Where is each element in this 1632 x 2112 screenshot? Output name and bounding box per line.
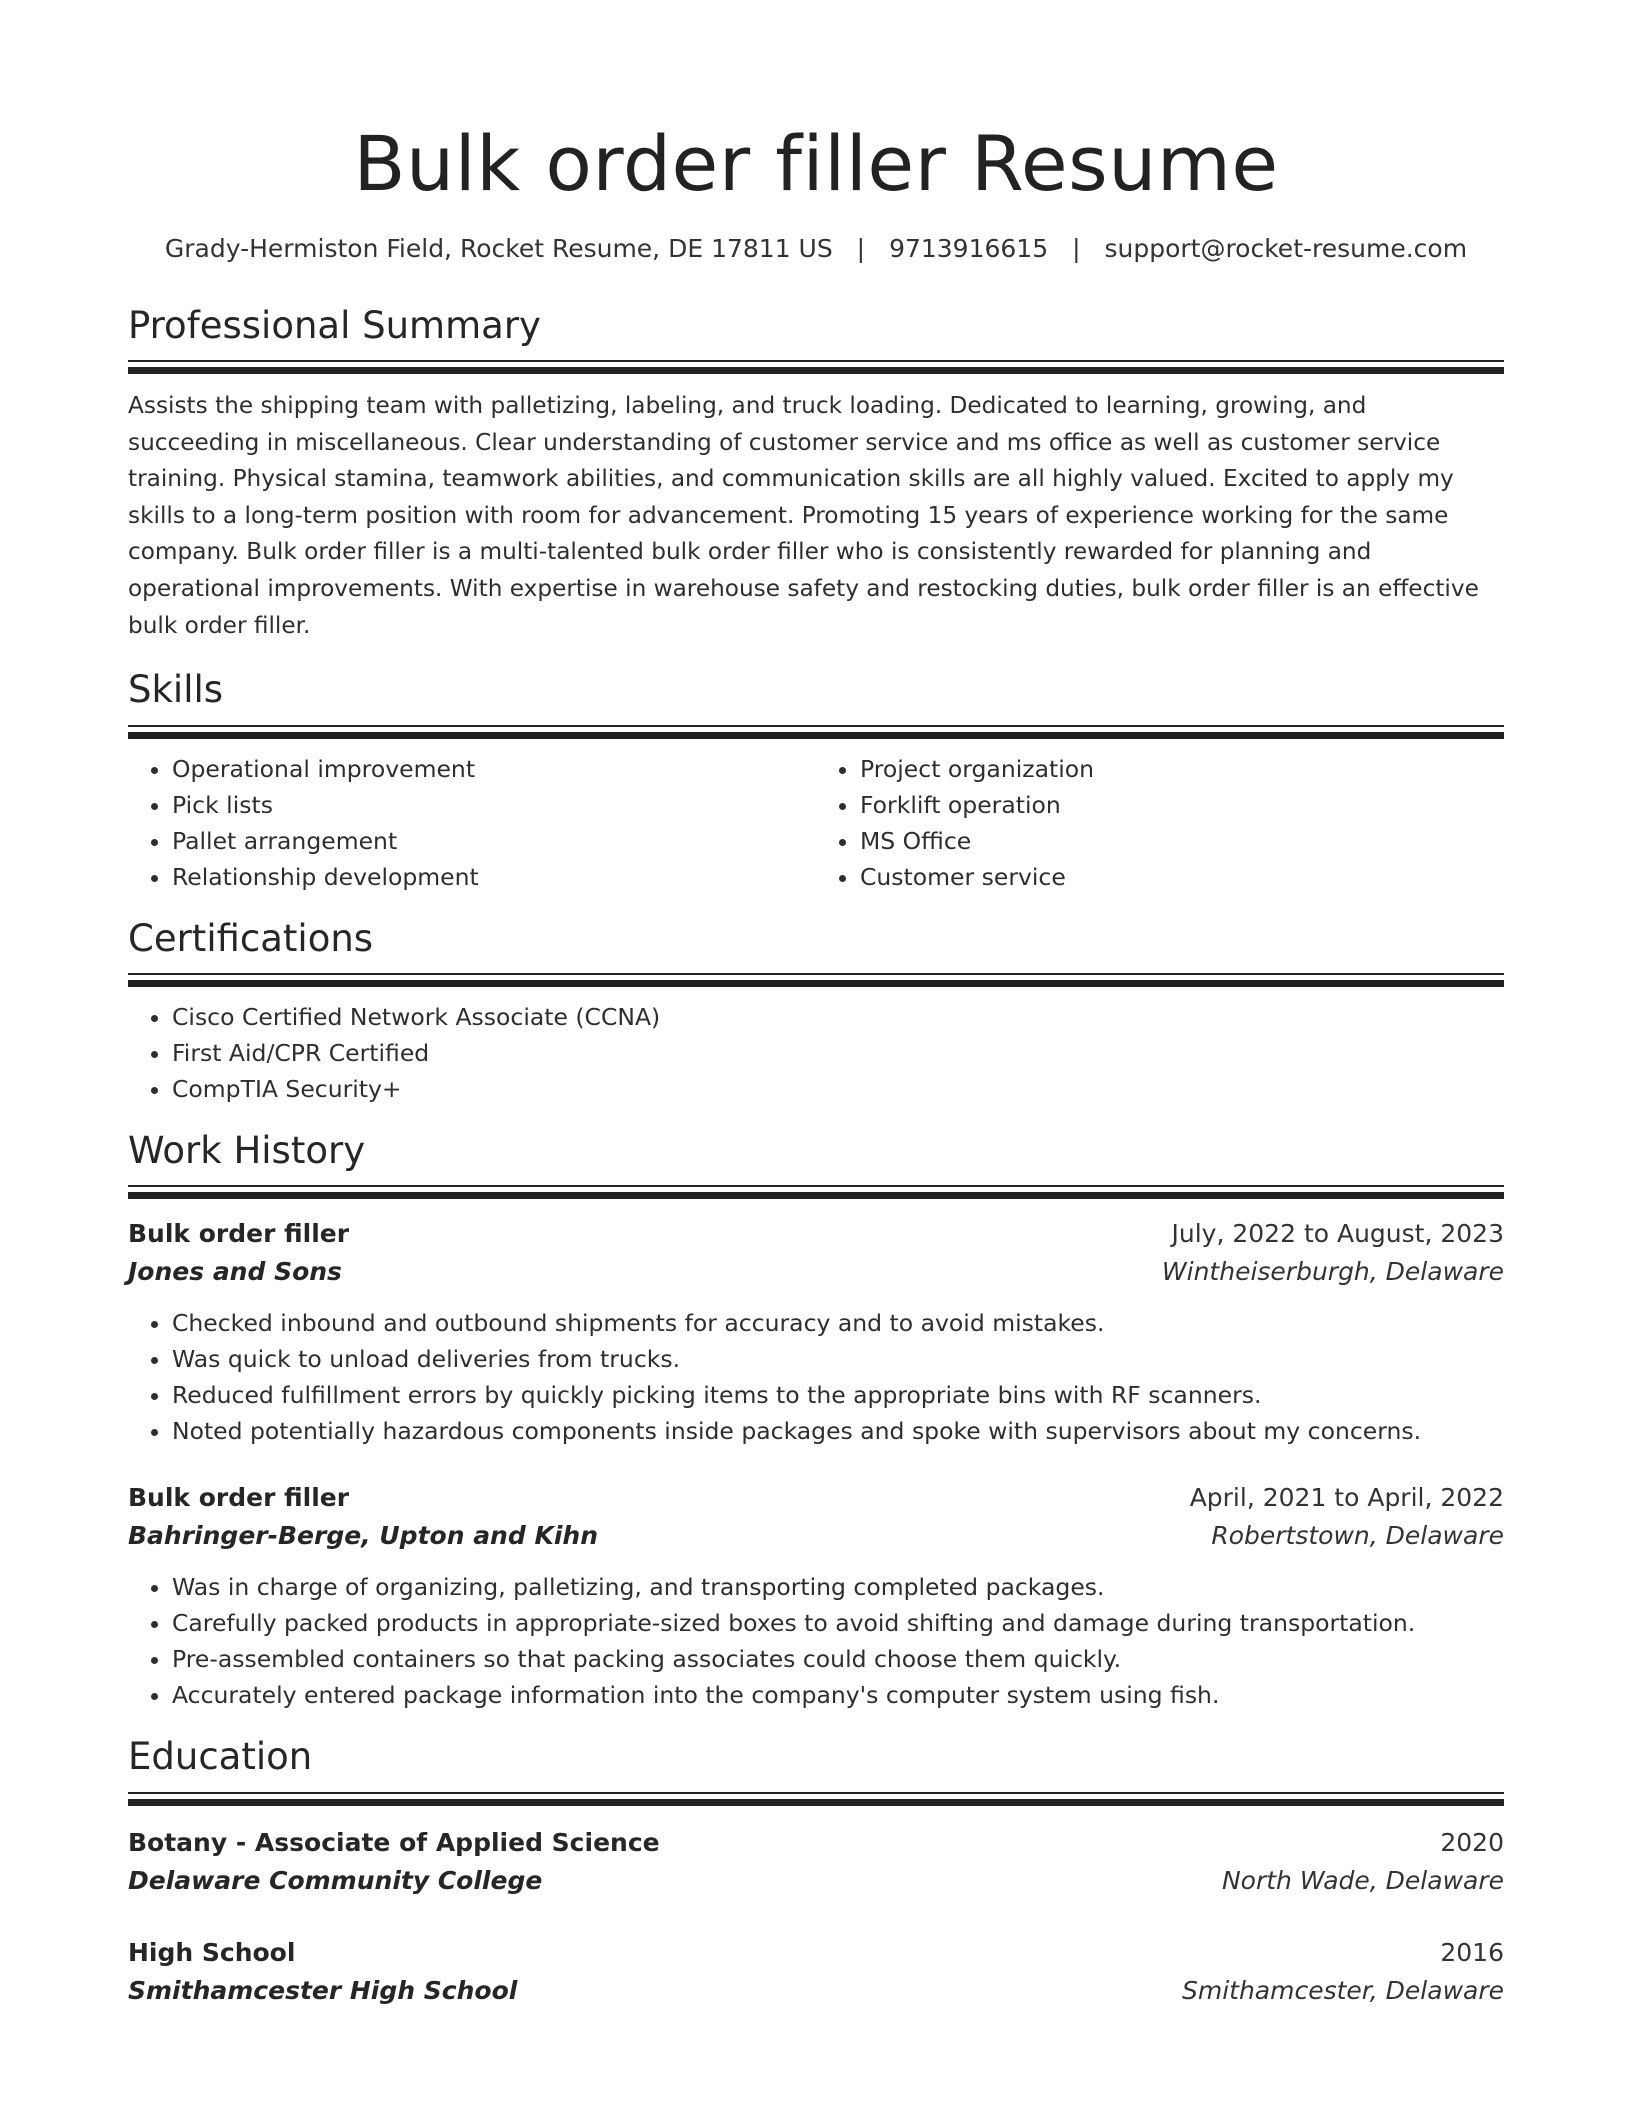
contact-phone: 9713916615 xyxy=(889,233,1049,263)
education-degree: High School xyxy=(128,1937,296,1967)
skill-item: • MS Office xyxy=(860,823,1504,859)
job-title: Bulk order filler xyxy=(128,1219,350,1249)
section-divider xyxy=(128,360,1504,374)
education-location: Smithamcester, Delaware xyxy=(1181,1975,1504,2005)
skill-item: • Pick lists xyxy=(172,787,816,823)
skill-item: • Pallet arrangement xyxy=(172,823,816,859)
skill-item: • Relationship development xyxy=(172,859,816,895)
certifications-heading: Certifications xyxy=(128,916,374,960)
section-divider xyxy=(128,1185,1504,1199)
job-company-row xyxy=(128,1517,1504,1555)
job-duty: • Noted potentially hazardous components inside packages and spoke with supervisors about my concerns. xyxy=(172,1413,1504,1449)
skills-right-column xyxy=(816,751,1504,895)
skills-section xyxy=(128,668,1504,894)
job-duty: • Accurately entered package information into the company's computer system using fish. xyxy=(172,1677,1504,1713)
section-divider xyxy=(128,973,1504,987)
education-section xyxy=(128,1735,1504,2009)
skills-grid xyxy=(128,751,1504,895)
skills-left-column xyxy=(128,751,816,895)
summary-heading: Professional Summary xyxy=(128,303,541,347)
contact-separator: | xyxy=(1072,233,1081,263)
job-entry xyxy=(128,1479,1504,1713)
education-school: Smithamcester High School xyxy=(128,1975,518,2005)
education-entry xyxy=(128,1934,1504,2010)
job-duty: • Checked inbound and outbound shipments for accuracy and to avoid mistakes. xyxy=(172,1305,1504,1341)
job-duties-list xyxy=(128,1305,1504,1449)
job-dates: April, 2021 to April, 2022 xyxy=(1189,1483,1504,1513)
job-duty: • Carefully packed products in appropriate-sized boxes to avoid shifting and damage during transportation. xyxy=(172,1605,1504,1641)
section-divider xyxy=(128,1792,1504,1806)
education-location: North Wade, Delaware xyxy=(1221,1865,1504,1895)
job-company: Bahringer-Berge, Upton and Kihn xyxy=(128,1521,598,1551)
skill-item: • Project organization xyxy=(860,751,1504,787)
job-location: Wintheiserburgh, Delaware xyxy=(1161,1257,1504,1287)
job-duty: • Was quick to unload deliveries from trucks. xyxy=(172,1341,1504,1377)
contact-email: support@rocket-resume.com xyxy=(1104,233,1468,263)
certification-item: • Cisco Certified Network Associate (CCNA) xyxy=(172,999,1504,1035)
job-duties-list xyxy=(128,1569,1504,1713)
work-history-heading: Work History xyxy=(128,1128,366,1172)
education-year: 2016 xyxy=(1440,1937,1504,1967)
summary-section xyxy=(128,304,1504,645)
education-school-row xyxy=(128,1972,1504,2010)
education-header-row xyxy=(128,1824,1504,1862)
education-year: 2020 xyxy=(1440,1827,1504,1857)
job-entry xyxy=(128,1215,1504,1449)
summary-text: Assists the shipping team with palletizing, labeling, and truck loading. Dedicated to learning, growing, and succeeding in miscellaneous. Clear understanding of customer service and ms office as well as customer service training. Physical stamina, teamwork abilities, and communication skills are all highly valued. Excited to apply my skills to a long-term position with room for advancement. Promoting 15 years of experience working for the same company. Bulk order filler is a multi-talented bulk order filler who is consistently rewarded for planning and operational improvements. With expertise in warehouse safety and restocking duties, bulk order filler is an effective bulk order filler. xyxy=(128,391,1479,639)
job-duty: • Reduced fulfillment errors by quickly picking items to the appropriate bins with RF scanners. xyxy=(172,1377,1504,1413)
job-dates: July, 2022 to August, 2023 xyxy=(1171,1219,1504,1249)
skills-heading: Skills xyxy=(128,668,224,712)
certification-item: • CompTIA Security+ xyxy=(172,1071,1504,1107)
contact-line xyxy=(128,234,1504,264)
skill-item: • Forklift operation xyxy=(860,787,1504,823)
resume-title: Bulk order filler Resume xyxy=(353,119,1279,208)
certifications-list xyxy=(128,999,1504,1107)
education-school: Delaware Community College xyxy=(128,1865,543,1895)
education-header-row xyxy=(128,1934,1504,1972)
certification-item: • First Aid/CPR Certified xyxy=(172,1035,1504,1071)
section-divider xyxy=(128,725,1504,739)
certifications-section xyxy=(128,917,1504,1107)
job-company: Jones and Sons xyxy=(128,1257,342,1287)
job-header-row xyxy=(128,1479,1504,1517)
education-school-row xyxy=(128,1862,1504,1900)
education-heading: Education xyxy=(128,1735,313,1779)
job-location: Robertstown, Delaware xyxy=(1211,1521,1504,1551)
job-title: Bulk order filler xyxy=(128,1483,350,1513)
job-company-row xyxy=(128,1253,1504,1291)
job-header-row xyxy=(128,1215,1504,1253)
education-degree: Botany - Associate of Applied Science xyxy=(128,1827,660,1857)
contact-address: Grady-Hermiston Field, Rocket Resume, DE 17811 US xyxy=(164,233,833,263)
contact-separator: | xyxy=(856,233,866,263)
work-history-section xyxy=(128,1129,1504,1713)
job-duty: • Was in charge of organizing, palletizing, and transporting completed packages. xyxy=(172,1569,1504,1605)
skill-item: • Operational improvement xyxy=(172,751,816,787)
education-entry xyxy=(128,1824,1504,1900)
skill-item: • Customer service xyxy=(860,859,1504,895)
job-duty: • Pre-assembled containers so that packing associates could choose them quickly. xyxy=(172,1641,1504,1677)
